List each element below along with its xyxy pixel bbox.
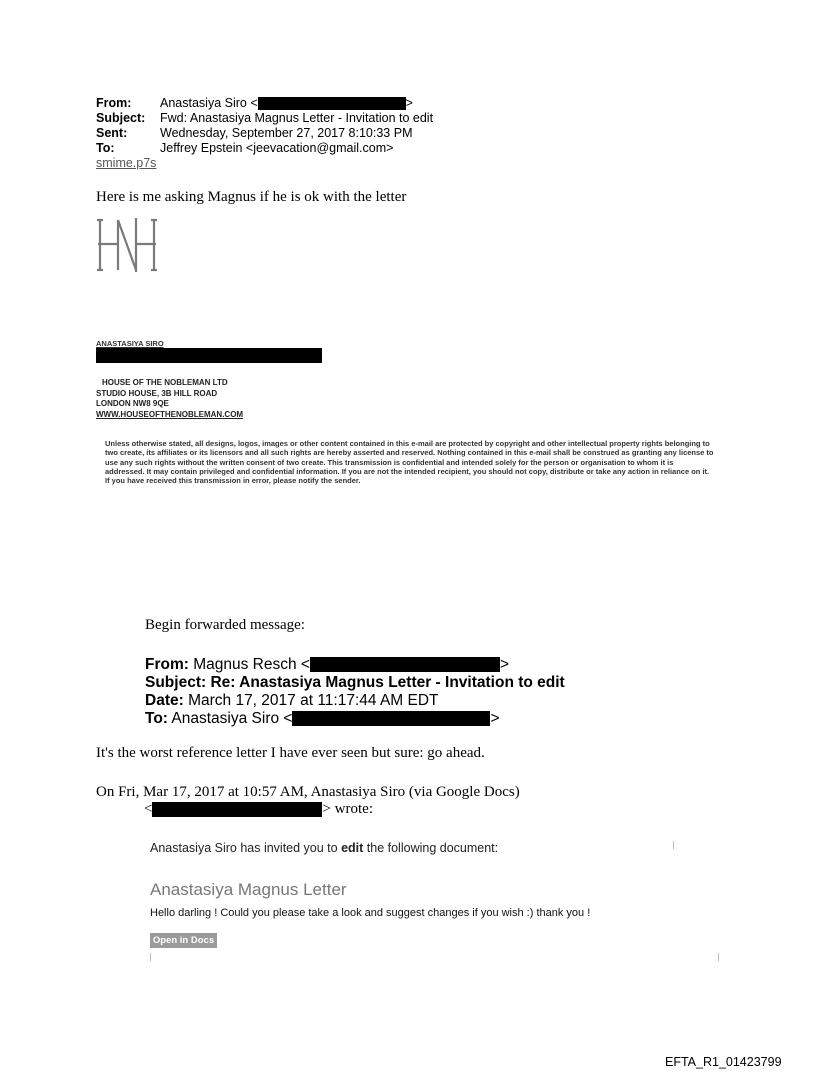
forwarded-header — [145, 656, 565, 728]
address-line-2: LONDON NW8 9QE — [96, 399, 169, 408]
from-value: Anastasiya Siro < > — [160, 96, 413, 110]
from-label: From: — [96, 96, 132, 110]
sent-label: Sent: — [96, 126, 128, 140]
reply-text: It's the worst reference letter I have ever seen but sure: go ahead. — [96, 745, 485, 761]
sent-value: Wednesday, September 27, 2017 8:10:33 PM — [160, 126, 413, 140]
fwd-date-value: March 17, 2017 at 11:17:44 AM EDT — [183, 692, 439, 709]
to-label: To: — [96, 141, 115, 155]
intro-text: Here is me asking Magnus if he is ok with the letter — [96, 189, 407, 205]
redaction-bar — [258, 97, 406, 110]
fwd-subject-value: Re: Anastasiya Magnus Letter - Invitation to edit — [206, 674, 565, 691]
fwd-subject-row — [145, 674, 565, 692]
fwd-from-label: From: — [145, 656, 189, 673]
redaction-bar — [292, 711, 490, 726]
subject-row — [96, 111, 433, 126]
to-value: Jeffrey Epstein <jeevacation@gmail.com> — [160, 141, 394, 155]
open-in-docs-button[interactable]: Open in Docs — [150, 933, 217, 948]
quote-attribution — [96, 784, 520, 818]
document-title[interactable]: Anastasiya Magnus Letter — [150, 880, 347, 899]
to-row — [96, 141, 433, 156]
subject-label: Subject: — [96, 111, 146, 125]
fwd-to-label: To: — [145, 710, 168, 727]
fwd-to-value: Anastasiya Siro < — [167, 710, 293, 727]
card-edge-mark — [718, 953, 719, 961]
invitation-message: Hello darling ! Could you please take a look and suggest changes if you wish :) thank you ! — [150, 907, 591, 919]
forwarded-intro: Begin forwarded message: — [145, 617, 305, 633]
signature-redaction — [96, 348, 322, 363]
address-line-1: STUDIO HOUSE, 3B HILL ROAD — [96, 388, 218, 398]
sent-row — [96, 126, 433, 141]
fwd-subject-label: Subject: — [145, 674, 207, 691]
fwd-date-label: Date: — [145, 692, 184, 709]
redaction-bar — [310, 657, 500, 672]
invite-action: edit — [341, 841, 364, 855]
website-link[interactable]: WWW.HOUSEOFTHENOBLEMAN.COM — [96, 409, 244, 419]
card-edge-mark — [150, 953, 151, 961]
redaction-bar — [152, 802, 322, 817]
fwd-to-row: To: Anastasiya Siro < > — [145, 710, 500, 727]
attachment-row — [96, 156, 433, 171]
from-row — [96, 96, 433, 111]
signature-name: ANASTASIYA SIRO — [96, 339, 164, 348]
fwd-from-row: From: Magnus Resch < > — [145, 656, 510, 673]
email-header — [96, 96, 433, 171]
company-name: HOUSE OF THE NOBLEMAN LTD — [102, 378, 228, 387]
fwd-date-row — [145, 692, 565, 710]
quote-line-1: On Fri, Mar 17, 2017 at 10:57 AM, Anastasiya Siro (via Google Docs) — [96, 784, 520, 800]
legal-disclaimer: Unless otherwise stated, all designs, logos, images or other content contained in this e-mail are protected by copyright and other intellectual property rights belonging to two create, its affiliates or its licensors and all such rights are hereby asserted and reserved. Nothing contained in this e-mail shall be construed as granting any license to use any such rights without the written consent of two create. This transmission is confidential and intended solely for the person or organisation to whom it is addressed. It may contain privileged and confidential information. If you are not the intended recipient, you should not copy, distribute or take any action in reliance on it. If you have received this transmission in error, please notify the sender. — [105, 439, 714, 486]
fwd-from-value: Magnus Resch < — [188, 656, 310, 673]
signature-address — [96, 378, 243, 420]
attachment-link[interactable]: smime.p7s — [96, 156, 157, 170]
document-id: EFTA_R1_01423799 — [665, 1055, 782, 1069]
card-edge-mark — [673, 841, 674, 849]
invitation-text: Anastasiya Siro has invited you to edit the following document: — [150, 841, 499, 855]
quote-line-2: < > wrote: — [144, 801, 373, 817]
subject-value: Fwd: Anastasiya Magnus Letter - Invitation to edit — [160, 111, 434, 125]
nobleman-logo — [96, 214, 158, 274]
